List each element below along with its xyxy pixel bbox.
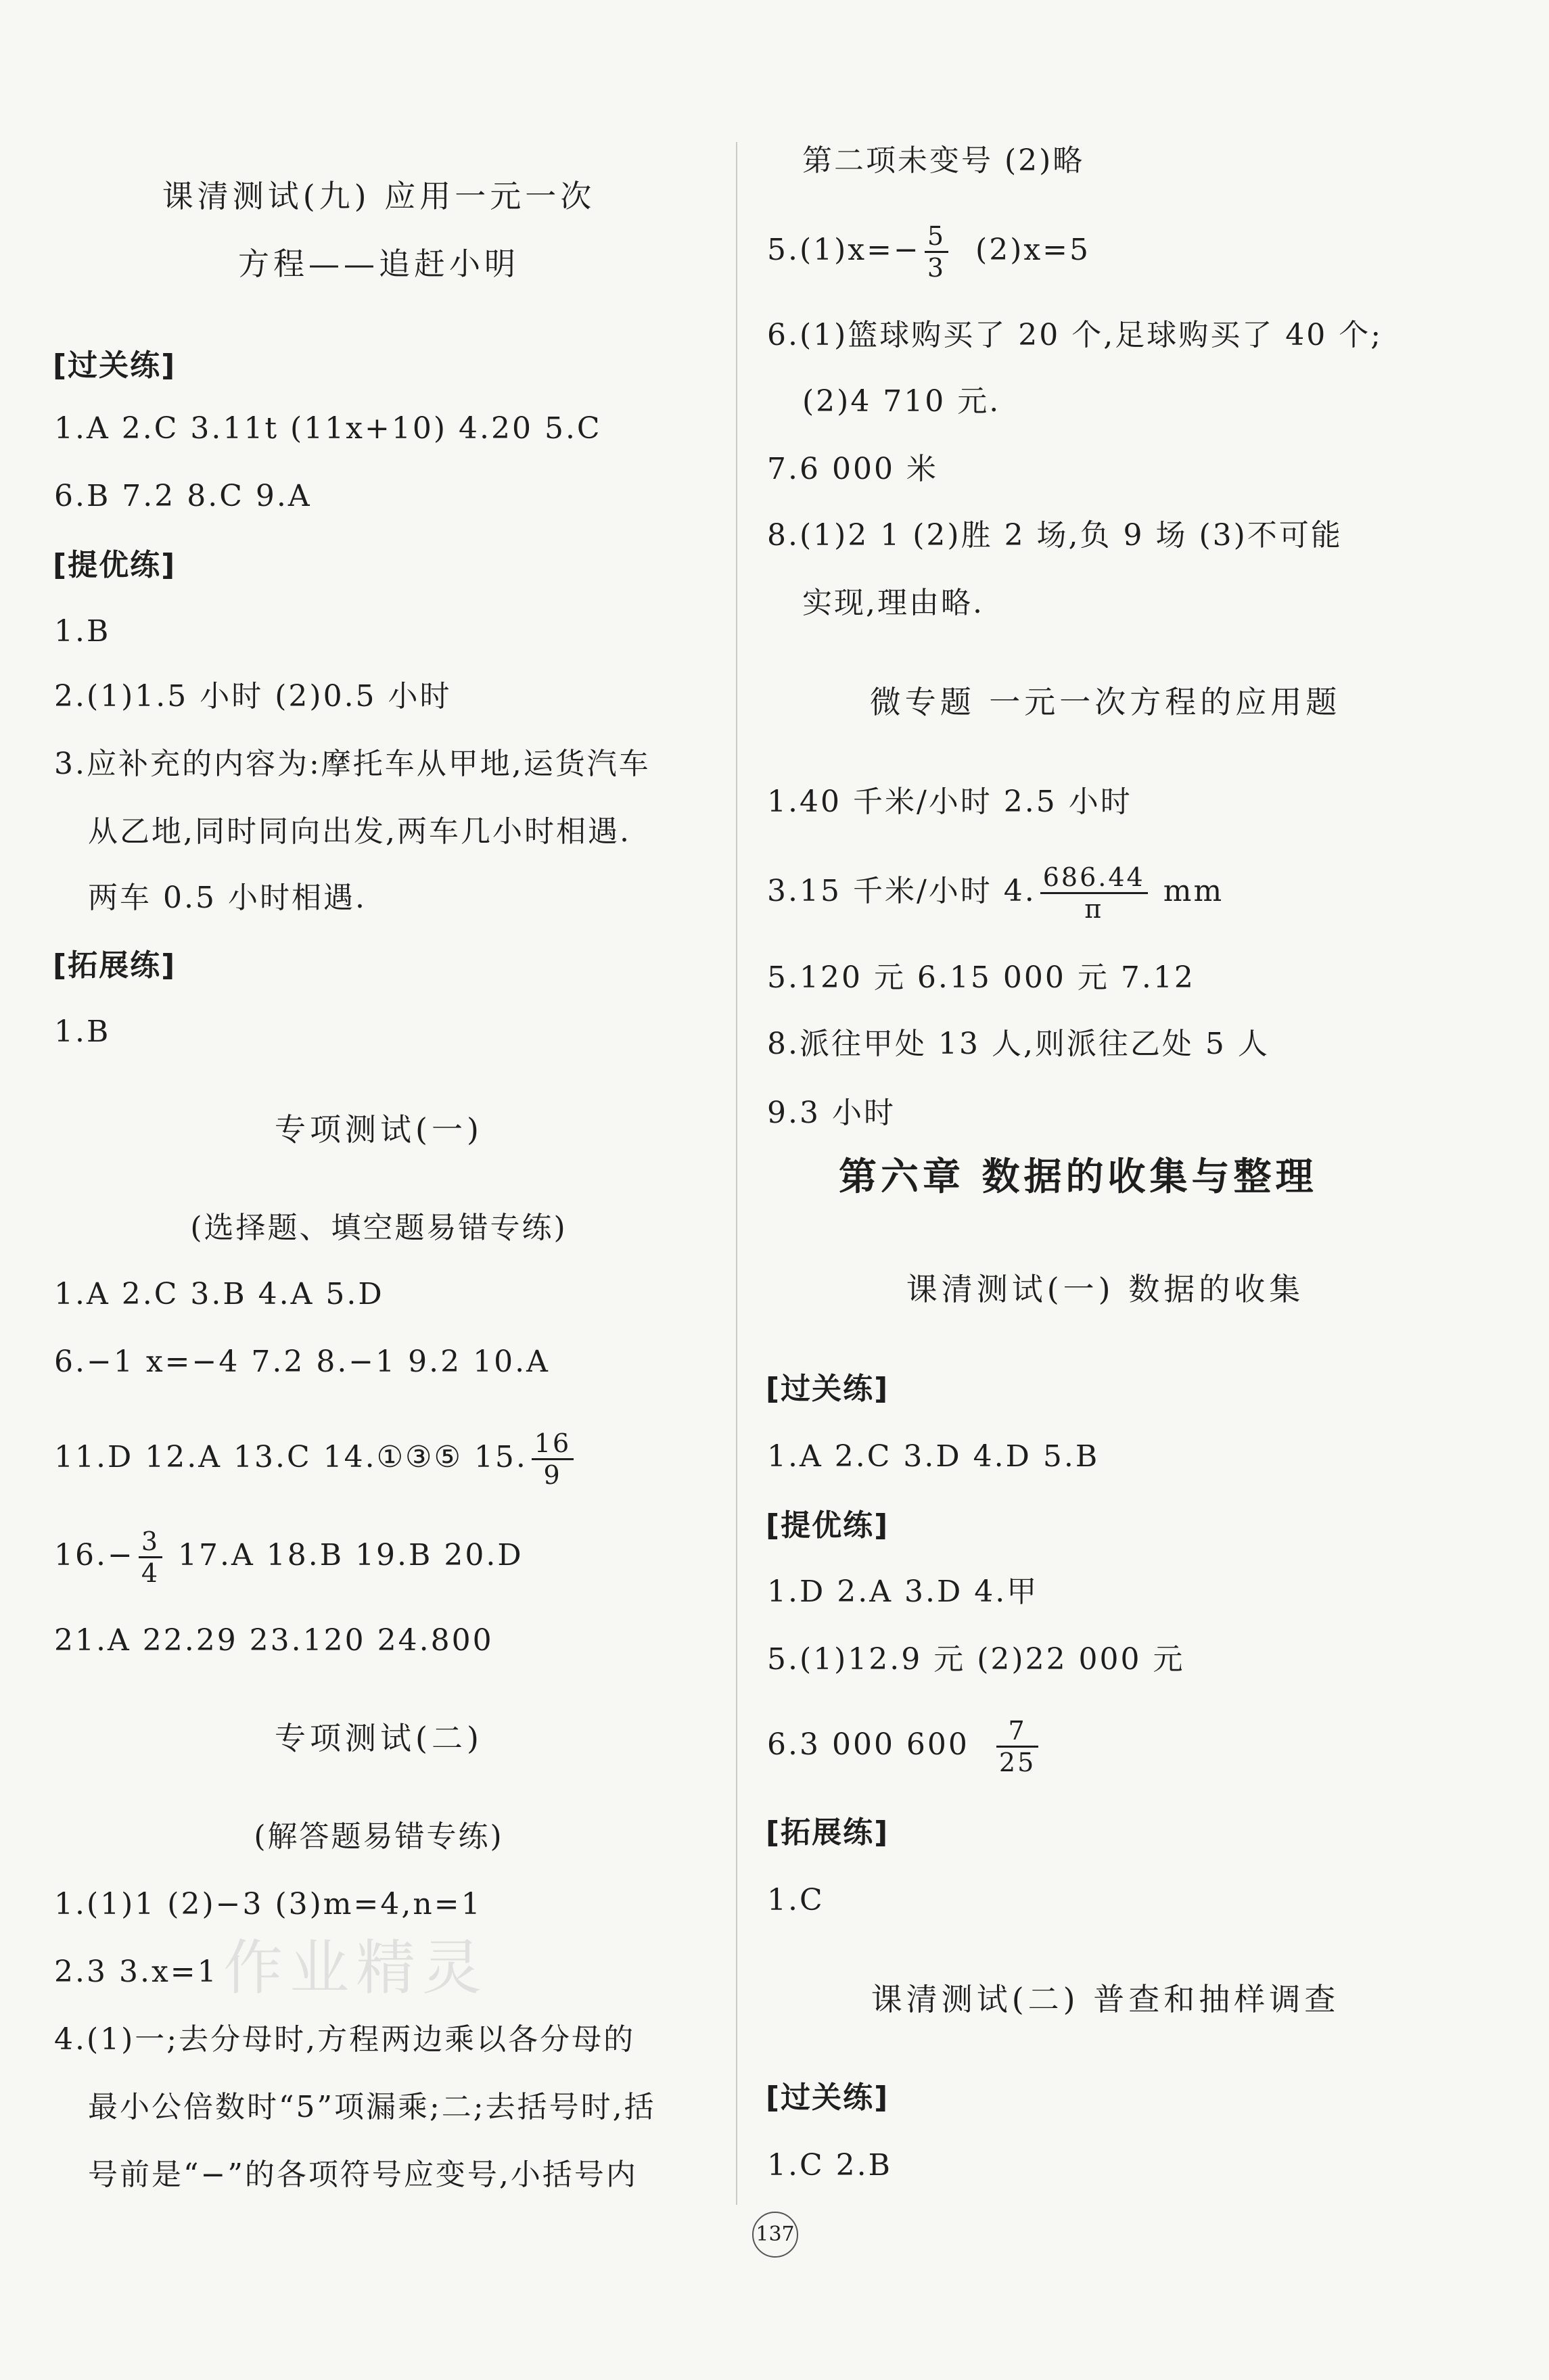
answer-line: 21.A 22.29 23.120 24.800 [54,1623,494,1658]
section-subtitle: (选择题、填空题易错专练) [190,1211,568,1245]
heading-tuozhan: [拓展练] [766,1815,889,1850]
answer-line: 1.A 2.C 3.D 4.D 5.B [767,1439,1100,1474]
answer-line: 6.−1 x=−4 7.2 8.−1 9.2 10.A [54,1345,550,1379]
answer-line: 2.3 3.x=1 [54,1955,218,1989]
answer-line [54,1515,524,1596]
heading-guoguan: [过关练] [53,348,177,383]
answer-line [767,210,1090,291]
fraction-numerator: 16 [532,1428,574,1460]
answer-line: 1.B [54,614,111,649]
unit-text: mm [1163,874,1224,908]
answer-text: 11.D 12.A 13.C 14.①③⑤ 15. [54,1440,528,1474]
fraction-numerator: 686.44 [1040,862,1148,894]
section-title: 课清测试(二) 普查和抽样调查 [871,1981,1340,2017]
answer-line: 1.C [767,1883,825,1917]
fraction-denominator: 9 [543,1460,562,1490]
section-title: 专项测试(二) [275,1720,483,1756]
column-divider [736,142,737,2205]
answer-line [767,1704,1042,1786]
fraction [925,221,948,283]
section-title: 微专题 一元一次方程的应用题 [869,684,1341,720]
answer-line: 2.(1)1.5 小时 (2)0.5 小时 [54,679,452,714]
answer-line: 1.C 2.B [767,2148,892,2183]
fraction [139,1526,162,1588]
answer-line: 5.120 元 6.15 000 元 7.12 [767,960,1195,995]
answer-line: 第二项未变号 (2)略 [802,143,1085,178]
answer-line: 6.(1)篮球购买了 20 个,足球购买了 40 个; [767,318,1383,352]
answer-line: 1.(1)1 (2)−3 (3)m=4,n=1 [54,1887,482,1921]
answer-line: 1.B [54,1014,111,1049]
answer-line: 两车 0.5 小时相遇. [88,881,367,915]
answer-line: 1.40 千米/小时 2.5 小时 [767,785,1132,819]
answer-line: 1.A 2.C 3.11t (11x+10) 4.20 5.C [54,411,602,446]
heading-guoguan: [过关练] [766,2080,889,2115]
answer-text: 3.15 千米/小时 4. [767,874,1036,908]
page-number: 137 [752,2212,798,2258]
heading-guoguan: [过关练] [766,1372,889,1406]
answer-line: 1.A 2.C 3.B 4.A 5.D [54,1277,384,1311]
answer-line: 9.3 小时 [767,1096,896,1130]
answer-line: (2)4 710 元. [802,384,1001,419]
fraction-numerator: 5 [925,221,948,253]
heading-tiyou: [提优练] [53,548,177,582]
answer-line: 7.6 000 米 [767,452,938,486]
answer-text: 5.(1)x=− [767,233,921,267]
fraction [532,1428,574,1490]
watermark-text: 作业精灵 [223,1933,489,2003]
section-subtitle: (解答题易错专练) [254,1819,504,1854]
answer-line: 5.(1)12.9 元 (2)22 000 元 [767,1642,1185,1677]
fraction [1040,862,1148,924]
fraction [996,1716,1038,1777]
chapter-heading: 第六章 数据的收集与整理 [839,1154,1318,1199]
fraction-denominator: 3 [927,253,946,283]
fraction-numerator: 7 [996,1716,1038,1748]
answer-line: 号前是“−”的各项符号应变号,小括号内 [88,2157,638,2192]
answer-text: 6.3 000 600 [767,1727,969,1762]
fraction-denominator: 25 [998,1748,1036,1777]
answer-line [54,1417,578,1498]
answer-text: (2)x=5 [975,233,1091,267]
answer-line: 6.B 7.2 8.C 9.A [54,479,312,513]
answer-line: 实现,理由略. [802,586,984,620]
section-title-continued: 方程——追赶小明 [238,246,519,282]
section-title: 专项测试(一) [275,1111,483,1148]
answer-line: 8.派往甲处 13 人,则派往乙处 5 人 [767,1027,1270,1061]
fraction-denominator: 4 [141,1558,160,1588]
heading-tiyou: [提优练] [766,1508,889,1543]
answer-text: 17.A 18.B 19.B 20.D [178,1538,524,1572]
answer-line: 1.D 2.A 3.D 4.甲 [767,1574,1039,1609]
fraction-numerator: 3 [139,1526,162,1558]
section-title: 课清测试(一) 数据的收集 [906,1271,1305,1307]
answer-line: 最小公倍数时“5”项漏乘;二;去括号时,括 [88,2090,656,2124]
answer-line: 从乙地,同时同向出发,两车几小时相遇. [88,814,631,849]
answer-line: 4.(1)一;去分母时,方程两边乘以各分母的 [54,2022,636,2057]
answer-line: 8.(1)2 1 (2)胜 2 场,负 9 场 (3)不可能 [767,518,1343,553]
answer-line [767,851,1224,932]
answer-text: 16.− [54,1538,135,1572]
answer-line: 3.应补充的内容为:摩托车从甲地,运货汽车 [54,747,651,781]
section-title: 课清测试(九) 应用一元一次 [162,178,596,214]
fraction-denominator: π [1084,894,1104,924]
heading-tuozhan: [拓展练] [53,948,177,983]
